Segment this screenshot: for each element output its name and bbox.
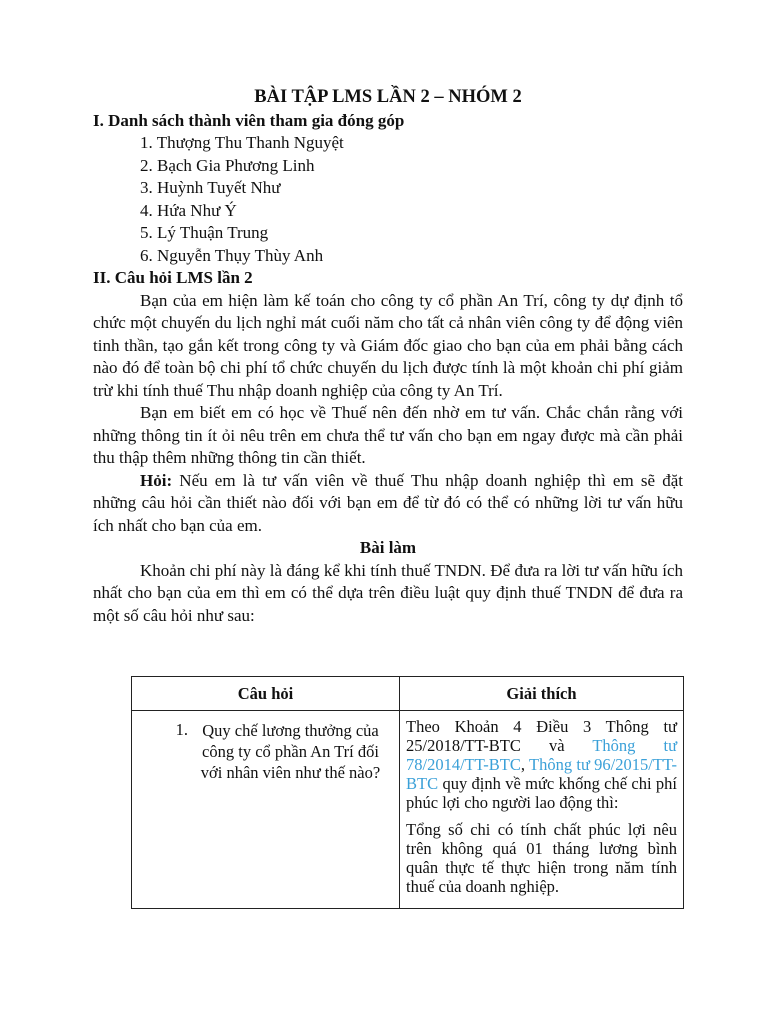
member-item: 1. Thượng Thu Thanh Nguyệt [140,133,344,152]
member-item: 2. Bạch Gia Phương Linh [140,155,315,175]
question-text-cell: Quy chế lương thưởng của công ty cổ phần An Trí đối với nhân viên như thế nào? [200,721,381,782]
document-title: BÀI TẬP LMS LẦN 2 – NHÓM 2 [254,87,522,107]
question-number: 1. [175,720,188,739]
question-label: Hỏi: [140,470,173,490]
member-item: 3. Huỳnh Tuyết Như [140,178,281,197]
question-text: Nếu em là tư vấn viên về thuế Thu nhập doanh nghiệp thì em sẽ đặt những câu hỏi cần thiết nào đối với bạn em để từ đó có thể có những lời tư vấn hữu ích nhất cho bạn của em. [93,470,683,535]
explanation-text: Theo Khoản 4 Điều 3 Thông tư 25/2018/TT-BTC và [406,717,677,755]
qa-table [131,676,684,909]
explanation-cell [400,711,684,909]
member-item: 5. Lý Thuận Trung [140,223,269,242]
circular-96-link[interactable]: Thông tư 96/2015/TT-BTC [406,755,677,793]
explanation-paragraph-1 [406,717,677,812]
explanation-paragraph-2: Tổng số chi có tính chất phúc lợi nêu trên không quá 01 tháng lương bình quân thực tế thực hiện trong năm tính thuế của doanh nghiệp. [406,820,677,896]
member-item: 6. Nguyễn Thụy Thùy Anh [140,245,324,265]
explanation-text: quy định về mức khống chế chi phí phúc lợi cho người lao động thì: [406,774,677,812]
member-item: 4. Hứa Như Ý [140,200,237,220]
answer-intro: Khoản chi phí này là đáng kể khi tính thuế TNDN. Để đưa ra lời tư vấn hữu ích nhất cho bạn của em thì em có thể dựa trên điều luật quy định thuế TNDN để đưa ra một số câu hỏi như sau: [93,560,683,625]
header-question: Câu hỏi [132,677,400,711]
member-list [93,132,683,267]
explanation-separator: , [520,755,530,774]
answer-heading: Bài làm [359,538,417,557]
question-paragraph [93,470,683,538]
document-body [93,86,683,627]
scenario-paragraph: Bạn của em hiện làm kế toán cho công ty cổ phần An Trí, công ty dự định tổ chức một chuyến du lịch nghỉ mát cuối năm cho tất cả nhân viên công ty để động viên tinh thần, tạo gắn kết trong công ty và Giám đốc giao cho bạn của em phải bằng cách nào đó để toàn bộ chi phí tổ chức chuyến du lịch được tính là một khoản chi phí giảm trừ khi tính thuế Thu nhập doanh nghiệp của công ty An Trí. [93,290,683,400]
table-header-row [132,677,684,711]
context-paragraph: Bạn em biết em có học về Thuế nên đến nhờ em tư vấn. Chắc chắn rằng với những thông tin ít ỏi nêu trên em chưa thể tư vấn cho bạn em ngay được mà cần phải thu thập thêm những thông tin cần thiết. [93,403,683,467]
section-1-heading: I. Danh sách thành viên tham gia đóng góp [93,110,405,130]
circular-78-link[interactable]: Thông tư 78/2014/TT-BTC [406,736,678,774]
table-row [132,711,684,909]
header-explanation: Giải thích [400,677,684,711]
section-2-heading: II. Câu hỏi LMS lần 2 [93,268,253,287]
question-cell [132,711,400,909]
